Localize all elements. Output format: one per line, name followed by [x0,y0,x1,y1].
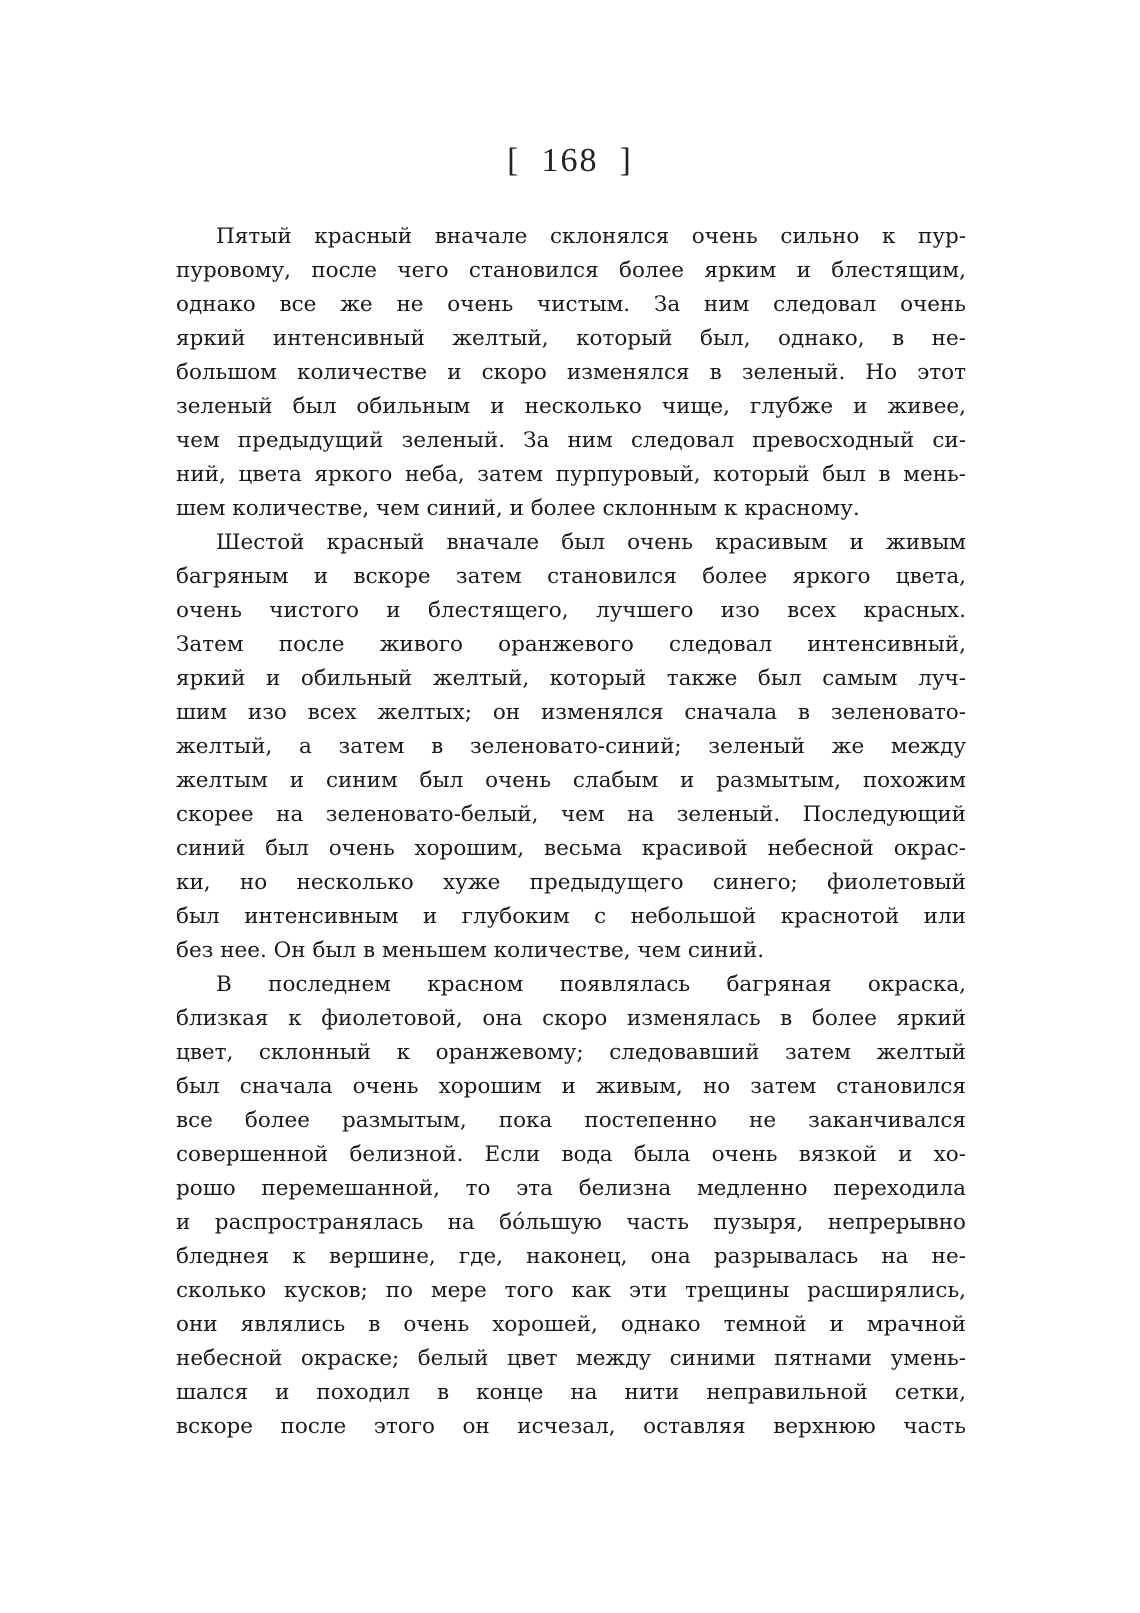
text-line: багряным и вскоре затем становился более яркого цвета, [176,564,966,589]
text-line: пуровому, после чего становился более ярким и блестящим, [176,258,966,283]
text-line: совершенной белизной. Если вода была очень вязкой и хо- [176,1142,966,1167]
text-line: небесной окраске; белый цвет между синими пятнами умень- [176,1346,966,1371]
text-line: ний, цвета яркого неба, затем пурпуровый, который был в мень- [176,462,966,487]
text-line: ки, но несколько хуже предыдущего синего; фиолетовый [176,870,966,895]
text-line: сколько кусков; по мере того как эти трещины расширялись, [176,1278,966,1303]
text-line: чем предыдущий зеленый. За ним следовал превосходный си- [176,428,966,453]
text-line: большом количестве и скоро изменялся в зеленый. Но этот [176,360,966,385]
text-line: шался и походил в конце на нити неправильной сетки, [176,1380,966,1405]
text-line: шем количестве, чем синий, и более склонным к красному. [176,496,860,521]
body-text [176,220,966,1444]
text-line: очень чистого и блестящего, лучшего изо всех красных. [176,598,966,623]
text-line: синий был очень хорошим, весьма красивой небесной окрас- [176,836,966,861]
text-line: они являлись в очень хорошей, однако темной и мрачной [176,1312,966,1337]
text-line: шим изо всех желтых; он изменялся сначала в зеленовато- [176,700,966,725]
text-line: однако все же не очень чистым. За ним следовал очень [176,292,966,317]
text-line: Шестой красный вначале был очень красивым и живым [216,530,966,555]
text-line: зеленый был обильным и несколько чище, глубже и живее, [176,394,966,419]
text-line: рошо перемешанной, то эта белизна медленно переходила [176,1176,966,1201]
page-number: [ 168 ] [507,142,633,179]
text-line: близкая к фиолетовой, она скоро изменялась в более яркий [176,1006,966,1031]
text-line: яркий и обильный желтый, который также был самым луч- [176,666,966,691]
text-line: все более размытым, пока постепенно не заканчивался [176,1108,966,1133]
text-line: вскоре после этого он исчезал, оставляя верхнюю часть [176,1414,966,1439]
text-line: Пятый красный вначале склонялся очень сильно к пур- [216,224,966,249]
text-line: без нее. Он был в меньшем количестве, чем синий. [176,938,765,963]
text-line: В последнем красном появлялась багряная окраска, [216,972,966,997]
text-line: желтым и синим был очень слабым и размытым, похожим [176,768,966,793]
text-line: скорее на зеленовато-белый, чем на зеленый. Последующий [176,802,966,827]
text-line: и распространялась на бóльшую часть пузыря, непрерывно [176,1210,966,1235]
text-line: был интенсивным и глубоким с небольшой краснотой или [176,904,966,929]
text-line: цвет, склонный к оранжевому; следовавший затем желтый [176,1040,966,1065]
text-line: бледнея к вершине, где, наконец, она разрывалась на не- [176,1244,966,1269]
text-line: был сначала очень хорошим и живым, но затем становился [176,1074,966,1099]
text-line: желтый, а затем в зеленовато-синий; зеленый же между [176,734,966,759]
text-line: яркий интенсивный желтый, который был, однако, в не- [176,326,966,351]
text-line: Затем после живого оранжевого следовал интенсивный, [176,632,966,657]
